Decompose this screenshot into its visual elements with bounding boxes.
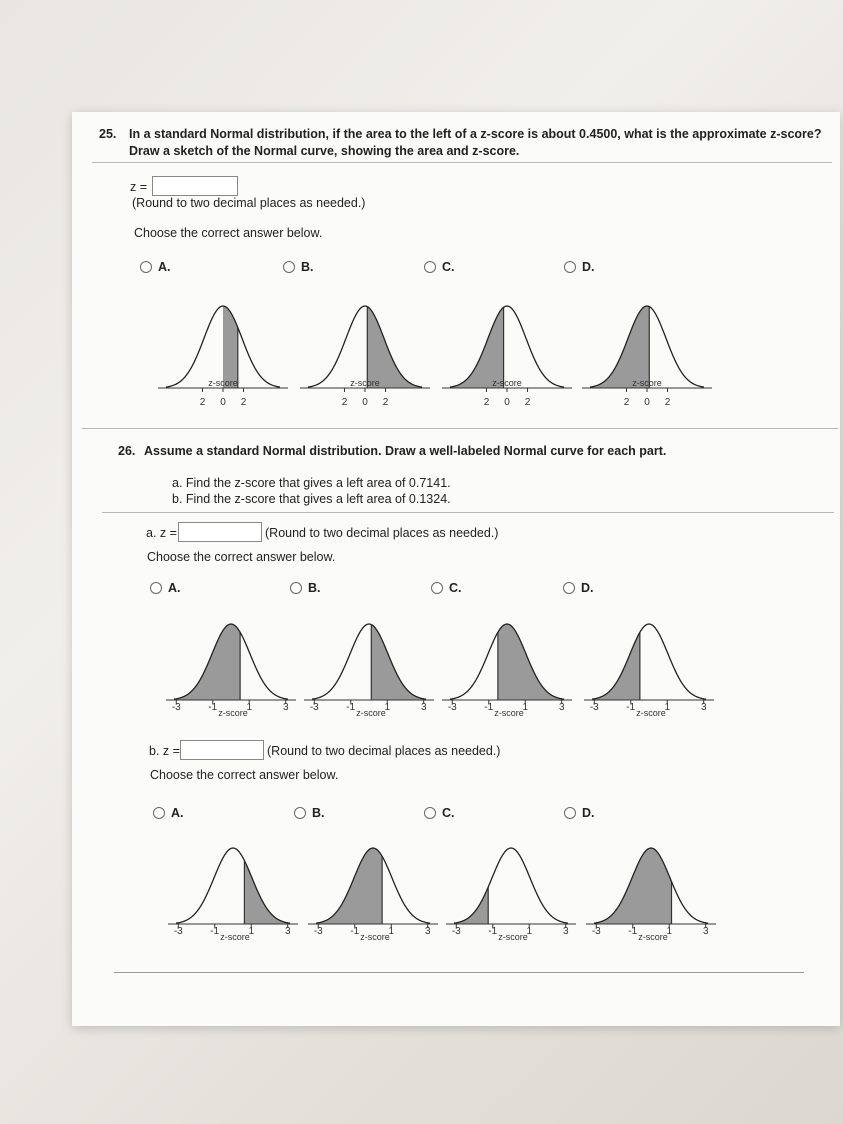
tick-label: -3 (313, 926, 323, 937)
q26-number: 26. (118, 444, 136, 458)
axis-label: z-score (360, 932, 390, 942)
divider (114, 972, 804, 973)
tick-label: -1 (210, 926, 220, 937)
tick-label: 0 (644, 397, 650, 408)
tick-label: -1 (484, 702, 494, 713)
axis-label: z-score (494, 708, 524, 718)
tick-label: 3 (282, 702, 289, 713)
tick-label: 2 (199, 397, 206, 408)
tick-label: -1 (208, 702, 218, 713)
q26-a-answer-input[interactable] (178, 522, 262, 542)
q26-b-answer-input[interactable] (180, 740, 264, 760)
q25-option-b[interactable]: B. (283, 260, 314, 274)
radio-icon[interactable] (564, 261, 576, 273)
shaded-area (174, 624, 240, 700)
axis-label: z-score (492, 378, 522, 388)
q26b-curve-b (308, 836, 438, 952)
q25-curve-a (158, 292, 288, 414)
q26b-curve-c (446, 836, 576, 952)
tick-label: 1 (526, 926, 533, 937)
tick-label: 2 (623, 397, 630, 408)
q26a-curve-a (166, 612, 296, 724)
radio-icon[interactable] (140, 261, 152, 273)
tick-label: 1 (246, 702, 253, 713)
tick-label: 3 (558, 702, 565, 713)
tick-label: 1 (388, 926, 395, 937)
q26a-curve-b (304, 612, 434, 724)
tick-label: 3 (284, 926, 291, 937)
q25-question-line1: In a standard Normal distribution, if the area to the left of a z-score is about 0.4500, what is the approximate z-score? (129, 127, 822, 141)
axis-label: z-score (632, 378, 662, 388)
q26a-curve-c (442, 612, 572, 724)
q26b-curve-a (168, 836, 298, 952)
shaded-area (454, 887, 488, 924)
normal-curve (176, 848, 290, 923)
divider (92, 162, 832, 163)
axis-label: z-score (356, 708, 386, 718)
axis-label: z-score (636, 708, 666, 718)
normal-curve (454, 848, 568, 923)
q25-choose-text: Choose the correct answer below. (134, 226, 323, 240)
tick-label: 1 (522, 702, 529, 713)
q26a-option-c[interactable]: C. (431, 581, 462, 595)
q26a-option-b[interactable]: B. (290, 581, 321, 595)
q26-prompt: Assume a standard Normal distribution. Draw a well-labeled Normal curve for each part. (144, 444, 667, 458)
tick-label: -3 (589, 702, 599, 713)
tick-label: -3 (309, 702, 319, 713)
shaded-area (498, 624, 564, 700)
axis-label: z-score (218, 708, 248, 718)
radio-icon[interactable] (153, 807, 165, 819)
q26-part-b: b. Find the z-score that gives a left area of 0.1324. (172, 492, 451, 506)
tick-label: 3 (702, 926, 709, 937)
normal-curve (450, 306, 564, 387)
q25-option-a[interactable]: A. (140, 260, 171, 274)
q25-answer-label: z = (130, 180, 148, 194)
q26b-curve-d (586, 836, 716, 952)
tick-label: 1 (248, 926, 255, 937)
radio-icon[interactable] (294, 807, 306, 819)
axis-label: z-score (208, 378, 238, 388)
tick-label: 3 (562, 926, 569, 937)
q26a-option-a[interactable]: A. (150, 581, 181, 595)
q25-option-c[interactable]: C. (424, 260, 455, 274)
tick-label: -1 (350, 926, 360, 937)
q26b-option-a[interactable]: A. (153, 806, 184, 820)
q26-a-round-note: (Round to two decimal places as needed.) (265, 526, 499, 540)
q25-curve-d (582, 292, 712, 414)
tick-label: -3 (451, 926, 461, 937)
q25-number: 25. (99, 127, 117, 141)
q25-curve-b (300, 292, 430, 414)
radio-icon[interactable] (424, 807, 436, 819)
tick-label: 3 (420, 702, 427, 713)
tick-label: 3 (424, 926, 431, 937)
shaded-area (244, 861, 290, 924)
tick-label: 1 (664, 702, 671, 713)
axis-label: z-score (350, 378, 380, 388)
q26-b-choose-text: Choose the correct answer below. (150, 768, 339, 782)
q26b-option-d[interactable]: D. (564, 806, 595, 820)
tick-label: -1 (346, 702, 356, 713)
q26b-option-b[interactable]: B. (294, 806, 325, 820)
radio-icon[interactable] (564, 807, 576, 819)
normal-curve (308, 306, 422, 387)
radio-icon[interactable] (150, 582, 162, 594)
q26-part-a: a. Find the z-score that gives a left area of 0.7141. (172, 476, 451, 490)
tick-label: -3 (447, 702, 457, 713)
tick-label: 2 (664, 397, 671, 408)
q25-option-d[interactable]: D. (564, 260, 595, 274)
tick-label: 0 (362, 397, 368, 408)
shaded-area (590, 306, 649, 388)
tick-label: -1 (626, 702, 636, 713)
q25-curve-c (442, 292, 572, 414)
normal-curve (592, 624, 706, 699)
tick-label: 2 (483, 397, 490, 408)
tick-label: 2 (524, 397, 531, 408)
tick-label: 2 (341, 397, 348, 408)
q26-a-choose-text: Choose the correct answer below. (147, 550, 336, 564)
radio-icon[interactable] (283, 261, 295, 273)
q25-round-note: (Round to two decimal places as needed.) (132, 196, 366, 210)
tick-label: 2 (240, 397, 247, 408)
axis-label: z-score (220, 932, 250, 942)
tick-label: -1 (628, 926, 638, 937)
tick-label: 3 (700, 702, 707, 713)
tick-label: 0 (220, 397, 226, 408)
divider (102, 512, 834, 513)
q26a-curve-d (584, 612, 714, 724)
radio-icon[interactable] (424, 261, 436, 273)
q26a-option-d[interactable]: D. (563, 581, 594, 595)
divider (82, 428, 838, 429)
q26-b-label: b. z = (149, 744, 180, 758)
q25-answer-input[interactable] (152, 176, 238, 196)
tick-label: -1 (488, 926, 498, 937)
worksheet-page (72, 112, 840, 1026)
shaded-area (316, 848, 382, 924)
axis-label: z-score (498, 932, 528, 942)
axis-label: z-score (638, 932, 668, 942)
tick-label: -3 (173, 926, 183, 937)
q26b-option-c[interactable]: C. (424, 806, 455, 820)
tick-label: -3 (171, 702, 181, 713)
radio-icon[interactable] (563, 582, 575, 594)
tick-label: 1 (384, 702, 391, 713)
shaded-area (594, 848, 672, 924)
tick-label: 1 (666, 926, 673, 937)
radio-icon[interactable] (290, 582, 302, 594)
shaded-area (223, 306, 238, 388)
q26-b-round-note: (Round to two decimal places as needed.) (267, 744, 501, 758)
shaded-area (592, 632, 640, 700)
radio-icon[interactable] (431, 582, 443, 594)
normal-curve (312, 624, 426, 699)
tick-label: 2 (382, 397, 389, 408)
tick-label: 0 (504, 397, 510, 408)
tick-label: -3 (591, 926, 601, 937)
q25-question-line2: Draw a sketch of the Normal curve, showing the area and z-score. (129, 144, 520, 158)
q26-a-label: a. z = (146, 526, 177, 540)
